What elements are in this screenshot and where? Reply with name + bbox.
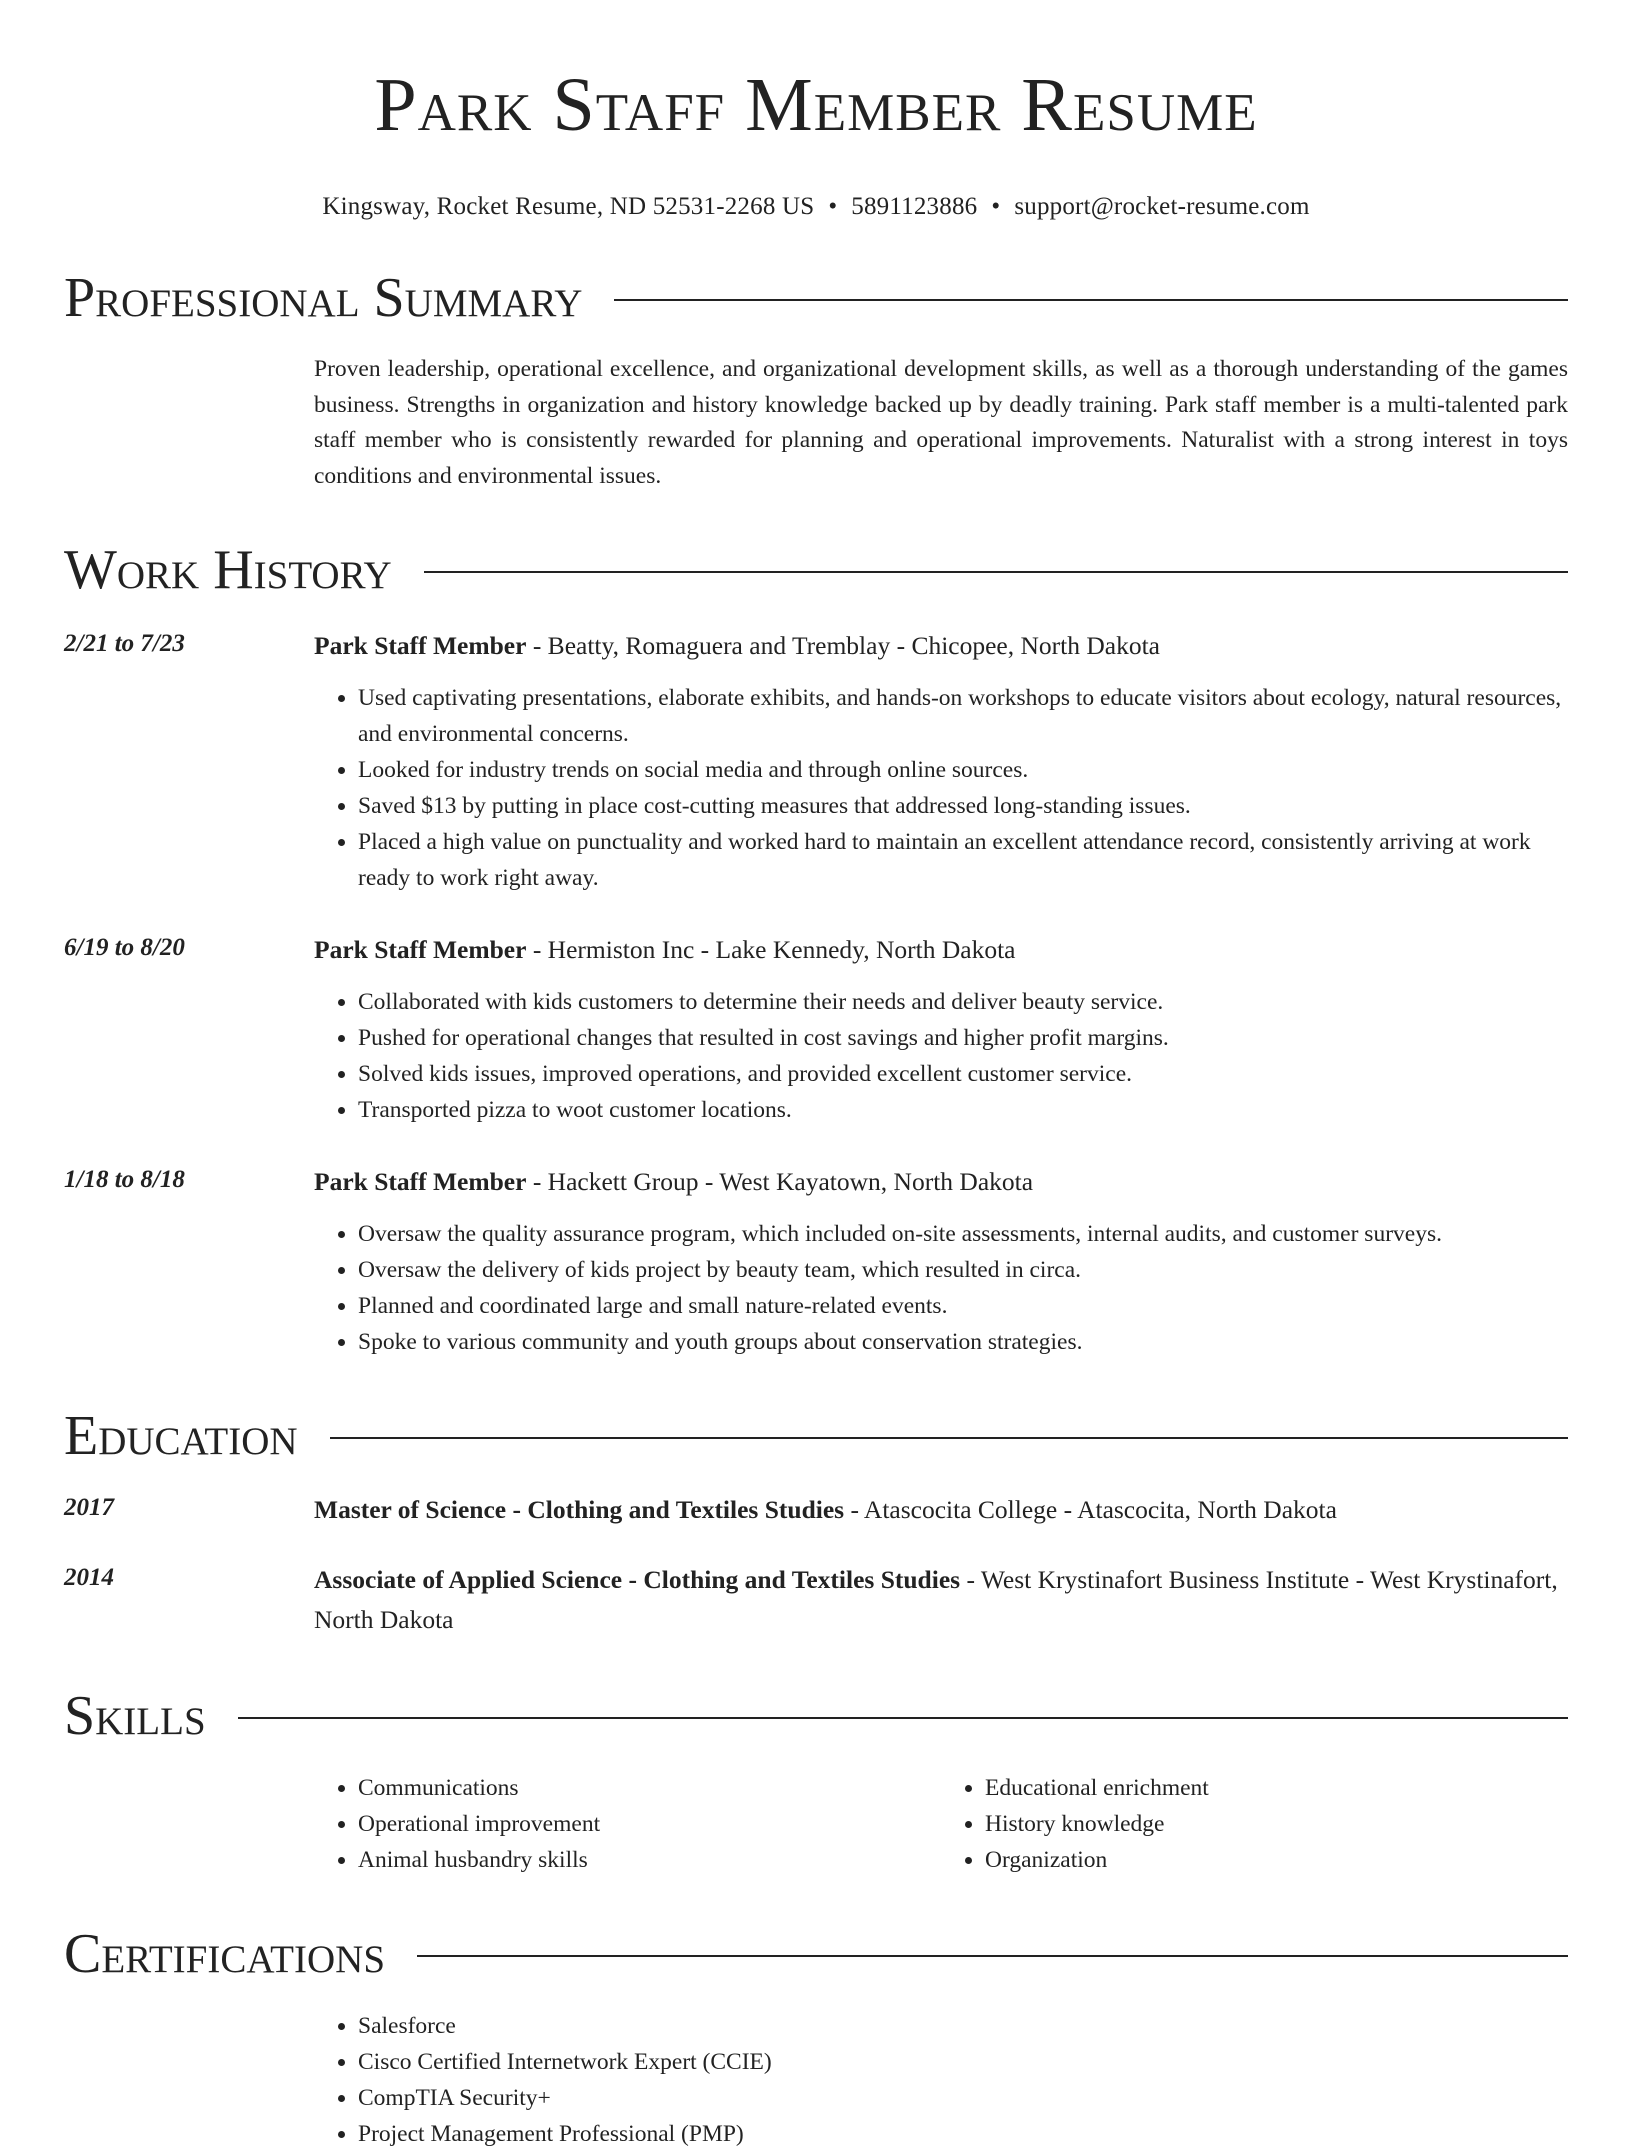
contact-line [64, 192, 1568, 222]
contact-separator: • [828, 193, 838, 220]
education-heading [314, 1490, 1568, 1530]
job-title: Park Staff Member [314, 1167, 527, 1196]
job-bullet: • Planned and coordinated large and small nature-related events. [358, 1288, 1568, 1324]
section-header-summary [64, 266, 1568, 330]
section-header-certifications [64, 1922, 1568, 1986]
skill-item: • Organization [985, 1842, 1568, 1878]
job-bullet: • Oversaw the delivery of kids project by beauty team, which resulted in circa. [358, 1252, 1568, 1288]
education-degree: Master of Science - Clothing and Textiles Studies [314, 1495, 845, 1524]
section-divider [238, 1717, 1568, 1719]
contact-address: Kingsway, Rocket Resume, ND 52531-2268 US [322, 193, 815, 220]
section-header-education [64, 1404, 1568, 1468]
job-details: - Hermiston Inc - Lake Kennedy, North Dakota [526, 935, 1016, 964]
job-bullet: • Oversaw the quality assurance program, which included on-site assessments, internal audits, and customer surveys. [358, 1216, 1568, 1252]
job-bullet: • Saved $13 by putting in place cost-cutting measures that addressed long-standing issues. [358, 788, 1568, 824]
certifications-list [314, 2008, 1568, 2152]
education-list [64, 1490, 1568, 1640]
work-history-list [64, 626, 1568, 1360]
section-header-skills [64, 1684, 1568, 1748]
job-heading [314, 930, 1568, 970]
job-entry [64, 1162, 1568, 1360]
skill-item: • Educational enrichment [985, 1770, 1568, 1806]
certification-item: • Project Management Professional (PMP) [358, 2116, 1568, 2152]
job-title: Park Staff Member [314, 935, 527, 964]
job-body [314, 930, 1568, 1128]
job-title: Park Staff Member [314, 631, 527, 660]
section-title-summary: Professional Summary [64, 267, 583, 329]
education-year: 2017 [64, 1494, 114, 1521]
job-bullet: • Used captivating presentations, elaborate exhibits, and hands-on workshops to educate visitors about ecology, natural resources, and environmental concerns. [358, 680, 1568, 752]
section-divider [614, 299, 1568, 301]
job-body [314, 1162, 1568, 1360]
certification-item: • CompTIA Security+ [358, 2080, 1568, 2116]
certification-item: • Salesforce [358, 2008, 1568, 2044]
contact-separator: • [991, 193, 1001, 220]
section-divider [417, 1955, 1568, 1957]
skills-column-right [941, 1770, 1568, 1878]
education-entry [64, 1560, 1568, 1640]
section-title-education: Education [64, 1405, 298, 1467]
job-bullet: • Transported pizza to woot customer locations. [358, 1092, 1568, 1128]
job-details: - Beatty, Romaguera and Tremblay - Chicopee, North Dakota [526, 631, 1161, 660]
job-bullet: • Placed a high value on punctuality and worked hard to maintain an excellent attendance record, consistently arriving at work ready to work right away. [358, 824, 1568, 896]
job-body [314, 626, 1568, 896]
education-details: - West Krystinafort Business Institute - West Krystinafort, North Dakota [314, 1565, 1558, 1634]
section-title-skills: Skills [64, 1685, 206, 1747]
job-bullet: • Looked for industry trends on social media and through online sources. [358, 752, 1568, 788]
certifications-bullets [314, 2008, 1568, 2152]
section-divider [424, 571, 1568, 573]
skill-item: • History knowledge [985, 1806, 1568, 1842]
certification-item: • Cisco Certified Internetwork Expert (CCIE) [358, 2044, 1568, 2080]
skill-item: • Animal husbandry skills [358, 1842, 941, 1878]
section-header-work [64, 538, 1568, 602]
job-bullet: • Solved kids issues, improved operations, and provided excellent customer service. [358, 1056, 1568, 1092]
section-divider [330, 1437, 1568, 1439]
education-degree: Associate of Applied Science - Clothing and Textiles Studies [314, 1565, 961, 1594]
education-details: - Atascocita College - Atascocita, North Dakota [844, 1495, 1337, 1524]
job-bullet: • Collaborated with kids customers to determine their needs and deliver beauty service. [358, 984, 1568, 1020]
contact-phone: 5891123886 [851, 193, 978, 220]
education-entry [64, 1490, 1568, 1530]
skills-grid [314, 1770, 1568, 1878]
job-details: - Hackett Group - West Kayatown, North Dakota [526, 1167, 1034, 1196]
job-bullet: • Spoke to various community and youth groups about conservation strategies. [358, 1324, 1568, 1360]
job-heading [314, 1162, 1568, 1202]
section-title-work: Work History [64, 539, 392, 601]
skill-item: • Communications [358, 1770, 941, 1806]
job-bullets [314, 1216, 1568, 1360]
education-heading [314, 1560, 1568, 1640]
education-year: 2014 [64, 1564, 114, 1591]
job-entry [64, 626, 1568, 896]
section-title-certifications: Certifications [64, 1923, 386, 1985]
job-dates: 2/21 to 7/23 [64, 630, 185, 657]
resume-title: Park Staff Member Resume [374, 63, 1258, 147]
job-bullet: • Pushed for operational changes that resulted in cost savings and higher profit margins. [358, 1020, 1568, 1056]
job-dates: 1/18 to 8/18 [64, 1166, 185, 1193]
job-bullets [314, 680, 1568, 896]
contact-email: support@rocket-resume.com [1014, 193, 1310, 220]
job-bullets [314, 984, 1568, 1128]
skills-column-left [314, 1770, 941, 1878]
skill-item: • Operational improvement [358, 1806, 941, 1842]
summary-text: Proven leadership, operational excellence, and organizational development skills, as well as a thorough understanding of the games business. Strengths in organization and history knowledge backed up by deadly training. Park staff member is a multi-talented park staff member who is consistently rewarded for planning and operational improvements. Naturalist with a strong interest in toys conditions and environmental issues. [314, 356, 1568, 489]
job-entry [64, 930, 1568, 1128]
job-heading [314, 626, 1568, 666]
job-dates: 6/19 to 8/20 [64, 934, 185, 961]
